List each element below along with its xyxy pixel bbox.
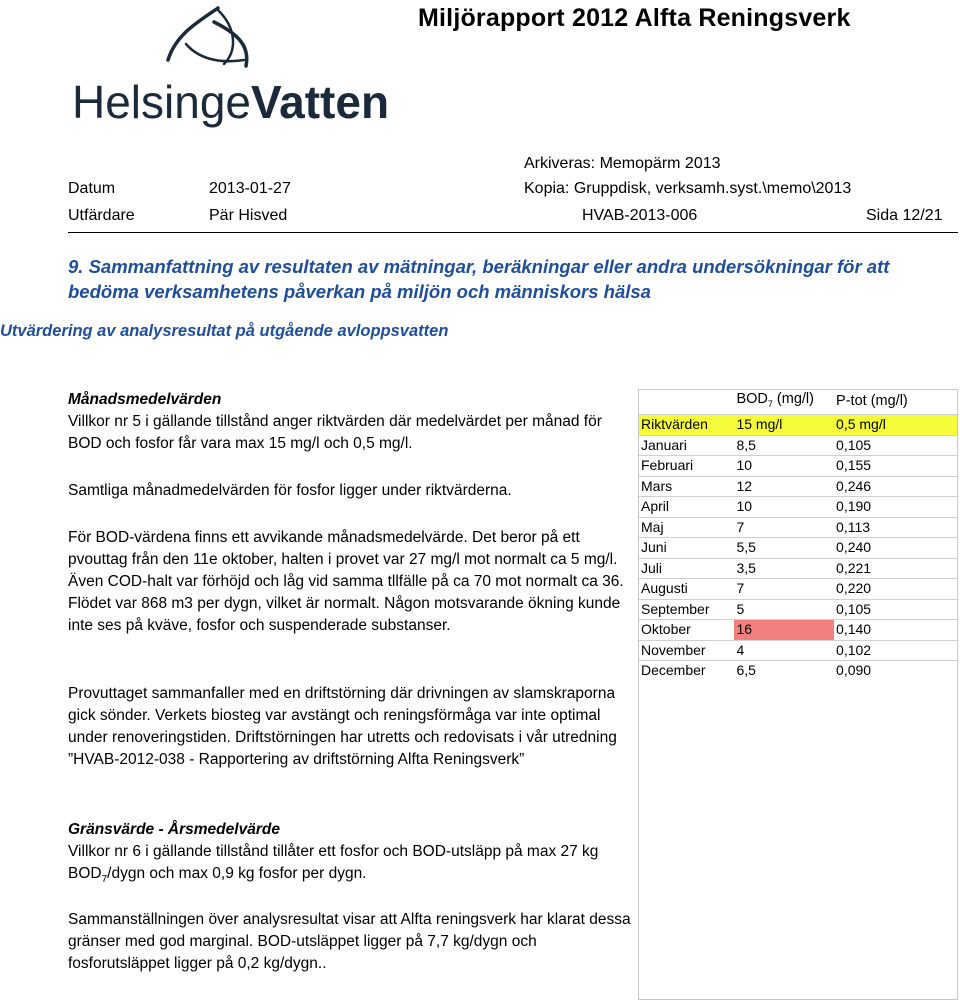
month-cell: September bbox=[639, 599, 734, 620]
riktvarden-bod: 15 mg/l bbox=[734, 415, 834, 436]
section-subtitle: Utvärdering av analysresultat på utgående avloppsvatten bbox=[0, 322, 449, 340]
monthly-values-table bbox=[638, 389, 958, 1000]
header-bod: $BOD_7$ (mg/l) bbox=[736, 391, 814, 409]
riktvarden-label: Riktvärden bbox=[639, 415, 734, 436]
month-cell: Mars bbox=[639, 476, 734, 497]
table-row bbox=[639, 476, 957, 497]
bod-cell: 10 bbox=[734, 497, 834, 518]
paragraph-bod: För BOD-värdena finns ett avvikande månadsmedelvärde. Det beror på ett pvouttag från den 11e oktober, halten i provet var 27 mg/l mot normalt ca 5 mg/l. Även COD-halt var förhöjd och låg vid samma tllfälle på ca 70 mot normalt ca 36. Flödet var 868 m3 per dygn, vilket är normalt. Någon motsvarande ökning kunde inte ses på kväve, fosfor och suspenderade substanser. bbox=[68, 529, 624, 634]
table-row bbox=[639, 435, 957, 456]
month-cell: Januari bbox=[639, 435, 734, 456]
helsingevatten-logo bbox=[68, 0, 388, 135]
table-row bbox=[639, 456, 957, 477]
ptot-cell: 0,090 bbox=[834, 661, 957, 681]
villkor-6-subscript: 7 bbox=[101, 874, 108, 886]
ptot-cell: 0,220 bbox=[834, 579, 957, 600]
annual-section bbox=[68, 819, 638, 891]
ptot-cell: 0,221 bbox=[834, 558, 957, 579]
utfardare-label: Utfärdare bbox=[68, 207, 135, 224]
ptot-cell: 0,246 bbox=[834, 476, 957, 497]
month-cell: April bbox=[639, 497, 734, 518]
header-ptot: P-tot (mg/l) bbox=[836, 393, 908, 410]
riktvarden-ptot: 0,5 mg/l bbox=[834, 415, 957, 436]
bod-cell: 10 bbox=[734, 456, 834, 477]
bod-cell: 8,5 bbox=[734, 435, 834, 456]
annual-heading: Gränsvärde - Årsmedelvärde bbox=[68, 821, 280, 838]
month-cell: December bbox=[639, 661, 734, 681]
ptot-cell: 0,105 bbox=[834, 435, 957, 456]
copy-info: Kopia: Gruppdisk, verksamh.syst.\memo\2013 bbox=[524, 180, 852, 197]
ptot-cell: 0,155 bbox=[834, 456, 957, 477]
table-row bbox=[639, 497, 957, 518]
bod-cell: 5 bbox=[734, 599, 834, 620]
month-cell: Juli bbox=[639, 558, 734, 579]
logo-drop-icon bbox=[68, 0, 388, 135]
document-title: Miljörapport 2012 Alfta Reningsverk bbox=[418, 4, 851, 32]
bod-cell: 6,5 bbox=[734, 661, 834, 681]
ptot-cell: 0,113 bbox=[834, 517, 957, 538]
table-row bbox=[639, 579, 957, 600]
monthly-heading: Månadsmedelvärden bbox=[68, 391, 222, 408]
datum-label: Datum bbox=[68, 180, 116, 197]
ptot-cell: 0,240 bbox=[834, 538, 957, 559]
datum-value: 2013-01-27 bbox=[209, 180, 291, 197]
monthly-section bbox=[68, 389, 638, 455]
page-number: Sida 12/21 bbox=[866, 207, 943, 224]
bod-cell: 12 bbox=[734, 476, 834, 497]
utfardare-value: Pär Hisved bbox=[209, 207, 288, 224]
month-cell: Augusti bbox=[639, 579, 734, 600]
ptot-cell: 0,102 bbox=[834, 640, 957, 661]
bod-cell: 4 bbox=[734, 640, 834, 661]
table-row bbox=[639, 661, 957, 681]
ptot-cell: 0,190 bbox=[834, 497, 957, 518]
paragraph-driftstorning: Provuttaget sammanfaller med en driftstörning där drivningen av slamskraporna gick sönder. Verkets biosteg var avstängt och reningsförmåga var inte optimal under renoveringstiden. Driftstörningen har utretts och redovisats i vår utredning ”HVAB-2012-038 - Rapportering av driftstörning Alfta Reningsverk” bbox=[68, 685, 617, 768]
riktvarden-row bbox=[639, 415, 957, 436]
month-cell: Juni bbox=[639, 538, 734, 559]
bod-cell: 7 bbox=[734, 517, 834, 538]
month-cell: Oktober bbox=[639, 620, 734, 641]
archive-info: Arkiveras: Memopärm 2013 bbox=[524, 155, 721, 172]
paragraph-villkor-6 bbox=[68, 841, 638, 891]
villkor-6-text-a: Villkor nr 6 i gällande tillstånd tillåter ett fosfor och BOD-utsläpp på max 27 kg BOD bbox=[68, 843, 599, 882]
table-row bbox=[639, 620, 957, 641]
paragraph-fosfor: Samtliga månadmedelvärden för fosfor ligger under riktvärderna. bbox=[68, 482, 512, 499]
paragraph-summary: Sammanställningen över analysresultat visar att Alfta reningsverk har klarat dessa gränser med god marginal. BOD-utsläppet ligger på 7,7 kg/dygn och fosforutsläppet ligger på 0,2 kg/dygn.. bbox=[68, 911, 631, 972]
header-month bbox=[639, 390, 734, 415]
month-cell: November bbox=[639, 640, 734, 661]
table-row bbox=[639, 538, 957, 559]
bod-cell: 5,5 bbox=[734, 538, 834, 559]
bod-cell: 3,5 bbox=[734, 558, 834, 579]
bod-cell-exceeded: 16 bbox=[734, 620, 834, 641]
header-divider bbox=[68, 232, 958, 233]
table-row bbox=[639, 599, 957, 620]
month-cell: Februari bbox=[639, 456, 734, 477]
document-id: HVAB-2013-006 bbox=[582, 207, 698, 224]
month-cell: Maj bbox=[639, 517, 734, 538]
ptot-cell: 0,105 bbox=[834, 599, 957, 620]
section-title: 9. Sammanfattning av resultaten av mätningar, beräkningar eller andra undersökningar för att bedöma verksamhetens påverkan på miljön och människors hälsa bbox=[68, 256, 890, 302]
bod-cell: 7 bbox=[734, 579, 834, 600]
logo-wordmark-light: HelsingeVatten bbox=[72, 76, 388, 128]
table-row bbox=[639, 640, 957, 661]
ptot-cell: 0,140 bbox=[834, 620, 957, 641]
table-row bbox=[639, 558, 957, 579]
villkor-6-text-b: /dygn och max 0,9 kg fosfor per dygn. bbox=[107, 865, 367, 882]
paragraph-villkor-5: Villkor nr 5 i gällande tillstånd anger riktvärden där medelvärdet per månad för BOD och fosfor får vara max 15 mg/l och 0,5 mg/l. bbox=[68, 413, 602, 452]
table-row bbox=[639, 517, 957, 538]
table-header-row bbox=[639, 390, 957, 415]
